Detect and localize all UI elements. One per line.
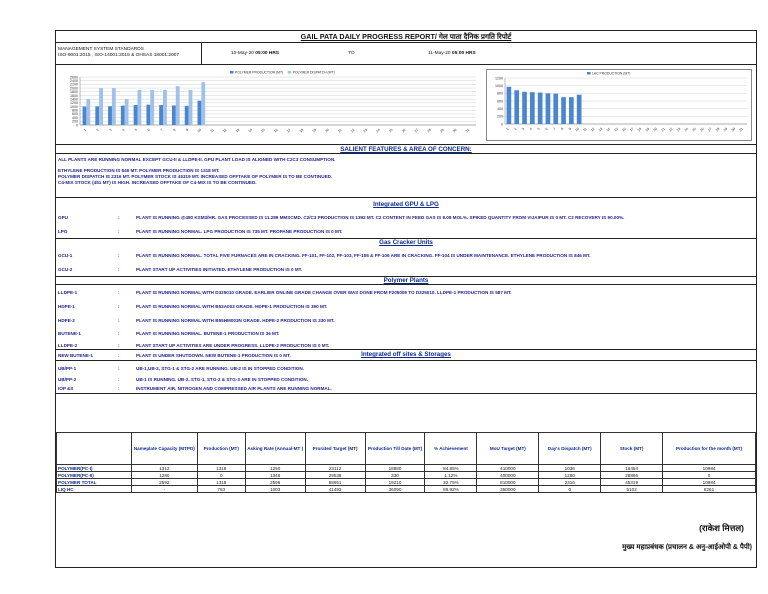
gcu1-row: GCU-1 : PLANT IS RUNNING NORMAL. TOTAL FIVE FURNACES ARE IN CRACKING. FF-101, FF-102, FF-103, FF-105 & FF-106 ARE IN CRACKING. FF-104 IS UNDER MAINTENANCE. ETHYLENE PRODUCTION IS 846 MT. xyxy=(58,253,591,258)
bar xyxy=(121,106,125,125)
x-tick-label: 15 xyxy=(613,126,619,133)
table-cell: 1280 xyxy=(539,472,601,479)
table-row xyxy=(57,472,756,479)
polymer-title: Polymer Plants xyxy=(56,277,756,285)
table-cell: 29538 xyxy=(305,472,365,479)
table-header: MoU Target (MT) xyxy=(477,433,539,465)
bar xyxy=(172,105,176,125)
table-cell: 23112 xyxy=(305,465,365,472)
to-date: 11-May-20 05:00 HRS xyxy=(428,51,476,56)
x-tick-label: 14 xyxy=(247,127,254,134)
x-tick-label: 25 xyxy=(691,126,697,133)
table-header: Production Till Date (MT) xyxy=(365,433,425,465)
ubpp2-row: UB/PP-2 : UB-1 IS RUNNING. UB-2, STG-1, STG-2 & STG-3 ARE IN STOPPED CONDITION. xyxy=(58,377,309,382)
x-tick-label: 16 xyxy=(621,126,627,133)
x-tick-label: 6 xyxy=(544,126,549,132)
table-header-row xyxy=(57,433,756,465)
x-tick-label: 30 xyxy=(730,126,736,133)
table-cell: 5102 xyxy=(601,486,663,493)
y-tick-label: 2000 xyxy=(70,86,78,91)
x-tick-label: 19 xyxy=(644,126,651,133)
hdpe2-row: HDPE-2 : PLANT IS RUNNING NORMAL WITH B55HM003N GRADE. HDPE-2 PRODUCTION IS 330 MT. xyxy=(58,318,335,323)
table-cell: 41493 xyxy=(305,486,365,493)
y-tick-label: 1400 xyxy=(70,97,78,102)
bar xyxy=(507,87,512,124)
table-cell: 0 xyxy=(197,472,245,479)
offsites-title: Integrated off sites & Storages xyxy=(361,351,451,358)
x-tick-label: 22 xyxy=(349,127,356,134)
table-cell: 810000 xyxy=(477,479,539,486)
bar xyxy=(530,92,535,124)
table-cell: 1003 xyxy=(245,486,305,493)
table-header: % Achievement xyxy=(425,433,477,465)
legend-swatch xyxy=(230,71,234,74)
table-header: Stock (MT) xyxy=(601,433,663,465)
table-cell: 1.12% xyxy=(425,472,477,479)
table-cell: - xyxy=(131,486,197,493)
table-cell: 2596 xyxy=(245,479,305,486)
x-tick-label: 13 xyxy=(234,127,241,134)
y-tick-label: 400 xyxy=(497,106,503,111)
y-tick-label: 2600 xyxy=(70,75,78,80)
to-label: TO xyxy=(348,51,355,56)
x-tick-label: 14 xyxy=(605,126,612,133)
table-cell: 32.75% xyxy=(425,479,477,486)
lpg-row: LPG : PLANT IS RUNNING NORMAL. LPG PRODUCTION IS 735 MT. PROPANE PRODUCTION IS 0 MT. xyxy=(56,225,756,239)
x-tick-label: 24 xyxy=(683,126,690,133)
bar xyxy=(189,90,193,125)
salient-lines xyxy=(56,154,756,198)
y-tick-label: 800 xyxy=(497,91,503,96)
bar xyxy=(176,86,180,125)
bar xyxy=(201,82,205,125)
x-tick-label: 11 xyxy=(209,127,215,134)
x-tick-label: 31 xyxy=(464,127,471,134)
bar xyxy=(112,88,116,125)
table-cell: 84.85% xyxy=(425,465,477,472)
bar xyxy=(137,90,141,125)
salient-line: POLYMER DISPATCH IS 2316 MT. POLYMER STOCK IS 45319 MT. INCREASED OFFTAKE OF POLYMER IS TO BE CONTINUED. xyxy=(58,174,333,179)
x-tick-label: 20 xyxy=(652,126,658,133)
table-cell: 19210 xyxy=(365,479,425,486)
legend-swatch xyxy=(587,72,591,75)
x-tick-label: 25 xyxy=(388,127,394,134)
table-header: Nameplate Capacity (MTPD) xyxy=(131,433,197,465)
bar xyxy=(577,95,582,124)
legend-label: POLYMER DISPATCH (MT) xyxy=(292,70,335,75)
table-cell: 2592 xyxy=(131,479,197,486)
from-date: 10-May-20 05:00 HRS xyxy=(231,51,280,56)
table-cell: 763 xyxy=(197,486,245,493)
x-tick-label: 2 xyxy=(95,127,100,133)
salient-line: ETHYLENE PRODUCTION IS 846 MT. POLYMER PRODUCTION IS 1318 MT. xyxy=(58,168,220,173)
report-page xyxy=(55,30,757,568)
lac-chart xyxy=(486,69,752,141)
table-cell: 1280 xyxy=(131,472,197,479)
x-tick-label: 19 xyxy=(311,127,318,134)
x-tick-label: 4 xyxy=(528,126,534,132)
bar xyxy=(86,99,90,125)
bar xyxy=(514,90,519,124)
table-cell: 410000 xyxy=(477,465,539,472)
x-tick-label: 11 xyxy=(582,126,588,133)
charts-row xyxy=(56,65,756,145)
table-header: Day's Dispatch (MT) xyxy=(539,433,601,465)
y-tick-label: 1200 xyxy=(495,76,503,81)
x-tick-label: 3 xyxy=(521,126,526,132)
x-tick-label: 5 xyxy=(134,127,139,133)
table-cell: 18880 xyxy=(365,465,425,472)
new-butene1-row: NEW BUTENE-1 : PLANT IS UNDER SHUTDOWN. NEW BUTENE-1 PRODUCTION IS 0 MT. xyxy=(56,350,756,361)
bar xyxy=(134,105,138,125)
bar xyxy=(185,106,189,125)
bar xyxy=(569,97,574,124)
legend-swatch xyxy=(288,71,292,74)
x-tick-label: 10 xyxy=(196,127,203,134)
bar xyxy=(553,94,558,124)
bar xyxy=(561,97,566,124)
report-title: GAIL PATA DAILY PROGRESS REPORT/ गेल पाता दैनिक प्रगति रिपोर्ट xyxy=(56,31,756,43)
x-tick-label: 27 xyxy=(413,127,420,134)
bar xyxy=(163,90,167,125)
x-tick-label: 12 xyxy=(589,126,596,133)
bar-chart-svg xyxy=(487,70,751,140)
table-cell: 28866 xyxy=(601,472,663,479)
x-tick-label: 10 xyxy=(574,126,580,133)
x-tick-label: 29 xyxy=(439,127,445,134)
y-tick-label: 0 xyxy=(501,122,503,127)
x-tick-label: 28 xyxy=(714,126,721,133)
y-tick-label: 400 xyxy=(72,115,78,120)
x-tick-label: 1 xyxy=(505,126,510,132)
x-tick-label: 23 xyxy=(362,127,369,134)
y-tick-label: 1200 xyxy=(70,101,78,106)
x-tick-label: 30 xyxy=(452,127,458,134)
table-row xyxy=(57,479,756,486)
production-table xyxy=(56,432,756,493)
bar xyxy=(522,92,527,124)
x-tick-label: 18 xyxy=(636,126,643,133)
table-cell: 0 xyxy=(539,486,601,493)
gcu-title: Gas Cracker Units xyxy=(379,239,433,246)
x-tick-label: 31 xyxy=(738,126,744,133)
table-header xyxy=(57,433,132,465)
report-header xyxy=(56,43,756,65)
y-tick-label: 1000 xyxy=(70,104,78,109)
table-cell: 36090 xyxy=(365,486,425,493)
table-cell: 86.92% xyxy=(425,486,477,493)
bar xyxy=(99,88,103,125)
salient-title: SALIENT FEATURES & AREA OF CONCERN: xyxy=(56,145,756,154)
bar xyxy=(546,93,551,124)
table-cell: 58651 xyxy=(305,479,365,486)
x-tick-label: 15 xyxy=(260,127,266,134)
signatory-name: (राकेश मित्तल) xyxy=(699,523,744,533)
management-standards: MANAGEMENT SYSTEM STANDARDS ISO-9001:2015 , ISO-14001:2015 & OHSAS 18001:2007 xyxy=(58,47,180,58)
x-tick-label: 7 xyxy=(552,126,557,132)
x-tick-label: 26 xyxy=(699,126,705,133)
table-cell: 0 xyxy=(663,472,756,479)
bar xyxy=(83,107,87,125)
y-tick-label: 0 xyxy=(76,123,78,128)
x-tick-label: 8 xyxy=(560,126,565,132)
x-tick-label: 8 xyxy=(172,127,177,133)
table-cell: POLYMER(PC-I) xyxy=(57,465,132,472)
table-cell: 1250 xyxy=(245,465,305,472)
gpu-row: GPU : PLANT IS RUNNING @480 KSM3/HR. GAS PROCESSED IS 11.289 MMSCMD. C2/C3 PRODUCTION IS 1392 MT. C2 CONTENT IN FEED GAS IS 8.08 MOL%. SPIKED QUANTITY FROM VIJAIPUR IS 0 MT. C2 RECOVERY IS 90.00%. xyxy=(58,215,625,220)
signatory-designation: मुख्य महाप्रबंधक (प्रचालन & अनु-आईओपी & पैपी) xyxy=(622,544,752,551)
x-tick-label: 26 xyxy=(400,127,407,134)
x-tick-label: 23 xyxy=(675,126,682,133)
x-tick-label: 9 xyxy=(567,126,573,132)
y-tick-label: 800 xyxy=(72,108,78,113)
iops-row: IOP &S : INSTRUMENT AIR, NITROGEN AND COMPRESSED AIR PLANTS ARE RUNNING NORMAL. xyxy=(56,384,756,394)
bar xyxy=(150,90,154,125)
table-row xyxy=(57,465,756,472)
ubpp1-row: UB/PP-1 : UB-1,UB-3, STG-1 & STG-2 ARE RUNNING. UB-2 IS IN STOPPED CONDITION. xyxy=(58,366,304,371)
table-cell: 1318 xyxy=(197,479,245,486)
bar xyxy=(146,105,150,125)
salient-line: C4-MIX STOCK (451 MT) IS HIGH. INCREASED OFFTAKE OF C4-MIX IS TO BE CONTINUED. xyxy=(58,180,257,185)
bar xyxy=(108,106,112,125)
x-tick-label: 13 xyxy=(597,126,604,133)
x-tick-label: 3 xyxy=(108,127,113,133)
x-tick-label: 16 xyxy=(273,127,279,134)
polymer-chart xyxy=(60,69,480,141)
table-cell: LIQ HC xyxy=(57,486,132,493)
table-row xyxy=(57,486,756,493)
table-header: Prorated Target (MT) xyxy=(305,433,365,465)
x-tick-label: 5 xyxy=(536,126,541,132)
table-cell: 45319 xyxy=(601,479,663,486)
table-cell: 10984 xyxy=(663,465,756,472)
legend-label: POLYMER PRODUCTION (MT) xyxy=(235,70,284,75)
x-tick-label: 22 xyxy=(668,126,674,133)
table-cell: 1346 xyxy=(245,472,305,479)
gpu-title: Integrated GPU & LPG xyxy=(373,201,439,208)
x-tick-label: 2 xyxy=(513,126,518,132)
x-tick-label: 21 xyxy=(660,126,666,133)
table-cell: 8261 xyxy=(663,486,756,493)
x-tick-label: 12 xyxy=(222,127,228,134)
x-tick-label: 20 xyxy=(324,127,330,134)
y-tick-label: 600 xyxy=(497,99,503,104)
table-cell: POLYMER(PC-II) xyxy=(57,472,132,479)
table-cell: 400000 xyxy=(477,472,539,479)
x-tick-label: 4 xyxy=(121,127,126,133)
butene1-row: BUTENE-1 : PLANT IS RUNNING NORMAL. BUTENE-1 PRODUCTION IS 36 MT. xyxy=(58,331,280,336)
x-tick-label: 28 xyxy=(426,127,432,134)
x-tick-label: 1 xyxy=(82,127,88,133)
table-cell: 16454 xyxy=(601,465,663,472)
x-tick-label: 21 xyxy=(337,127,343,134)
y-tick-label: 2400 xyxy=(70,78,78,83)
bar xyxy=(538,93,543,124)
table-header: Production (MT) xyxy=(197,433,245,465)
x-tick-label: 27 xyxy=(707,126,713,133)
y-tick-label: 2200 xyxy=(70,82,78,87)
table-cell: 1318 xyxy=(197,465,245,472)
salient-line: ALL PLANTS ARE RUNNING NORMAL EXCEPT GCU-II & LLDPE-II. GPU PLANT LOAD IS ALIGNED WITH C2C3 CONSUMPTION. xyxy=(58,157,336,162)
table-cell: 1036 xyxy=(539,465,601,472)
hdpe1-row: HDPE-1 : PLANT IS RUNNING NORMAL WITH B53A003 GRADE. HDPE-1 PRODUCTION IS 390 MT. xyxy=(58,304,328,309)
table-header: Asking Rate (Annual-MT ) xyxy=(245,433,305,465)
table-header: Production for the month (MT) xyxy=(663,433,756,465)
y-tick-label: 1000 xyxy=(495,83,503,88)
y-tick-label: 200 xyxy=(497,114,503,119)
lldpe1-row: LLDPE-1 : PLANT IS RUNNING NORMAL WITH D325010 GRADE. EARLIER ONLINE GRADE CHANGE OVER WAS DONE FROM F205009 TO D325010. LLDPE-1 PRODUCTION IS 587 MT. xyxy=(58,290,512,295)
x-tick-label: 18 xyxy=(298,127,305,134)
y-tick-label: 600 xyxy=(72,112,78,117)
x-tick-label: 6 xyxy=(146,127,151,133)
x-tick-label: 9 xyxy=(185,127,190,133)
y-tick-label: 1800 xyxy=(70,90,78,95)
bar xyxy=(125,99,129,125)
x-tick-label: 24 xyxy=(375,127,381,134)
table-cell: 1312 xyxy=(131,465,197,472)
legend-label: LAC PRODUCTION (MT) xyxy=(592,71,631,76)
x-tick-label: 29 xyxy=(722,126,729,133)
gcu2-row: GCU-2 : PLANT START UP ACTIVITIES INITIATED. ETHYLENE PRODUCTION IS 0 MT. xyxy=(56,263,756,277)
x-tick-label: 7 xyxy=(159,127,164,133)
x-tick-label: 17 xyxy=(629,126,635,133)
y-tick-label: 1600 xyxy=(70,93,78,98)
bar-chart-svg xyxy=(60,69,480,141)
table-cell: 10984 xyxy=(663,479,756,486)
y-tick-label: 200 xyxy=(72,119,78,124)
bar xyxy=(198,101,202,125)
table-cell: 330 xyxy=(365,472,425,479)
table-cell: POLYMER TOTAL xyxy=(57,479,132,486)
bar xyxy=(159,105,163,125)
lldpe2-row: LLDPE-2 : PLANT START UP ACTIVITIES ARE UNDER PROGRESS. LLDPE-2 PRODUCTION IS 0 MT. xyxy=(56,338,756,350)
table-cell: 2316 xyxy=(539,479,601,486)
bar xyxy=(95,106,99,125)
table-cell: 350000 xyxy=(477,486,539,493)
x-tick-label: 17 xyxy=(285,127,292,134)
